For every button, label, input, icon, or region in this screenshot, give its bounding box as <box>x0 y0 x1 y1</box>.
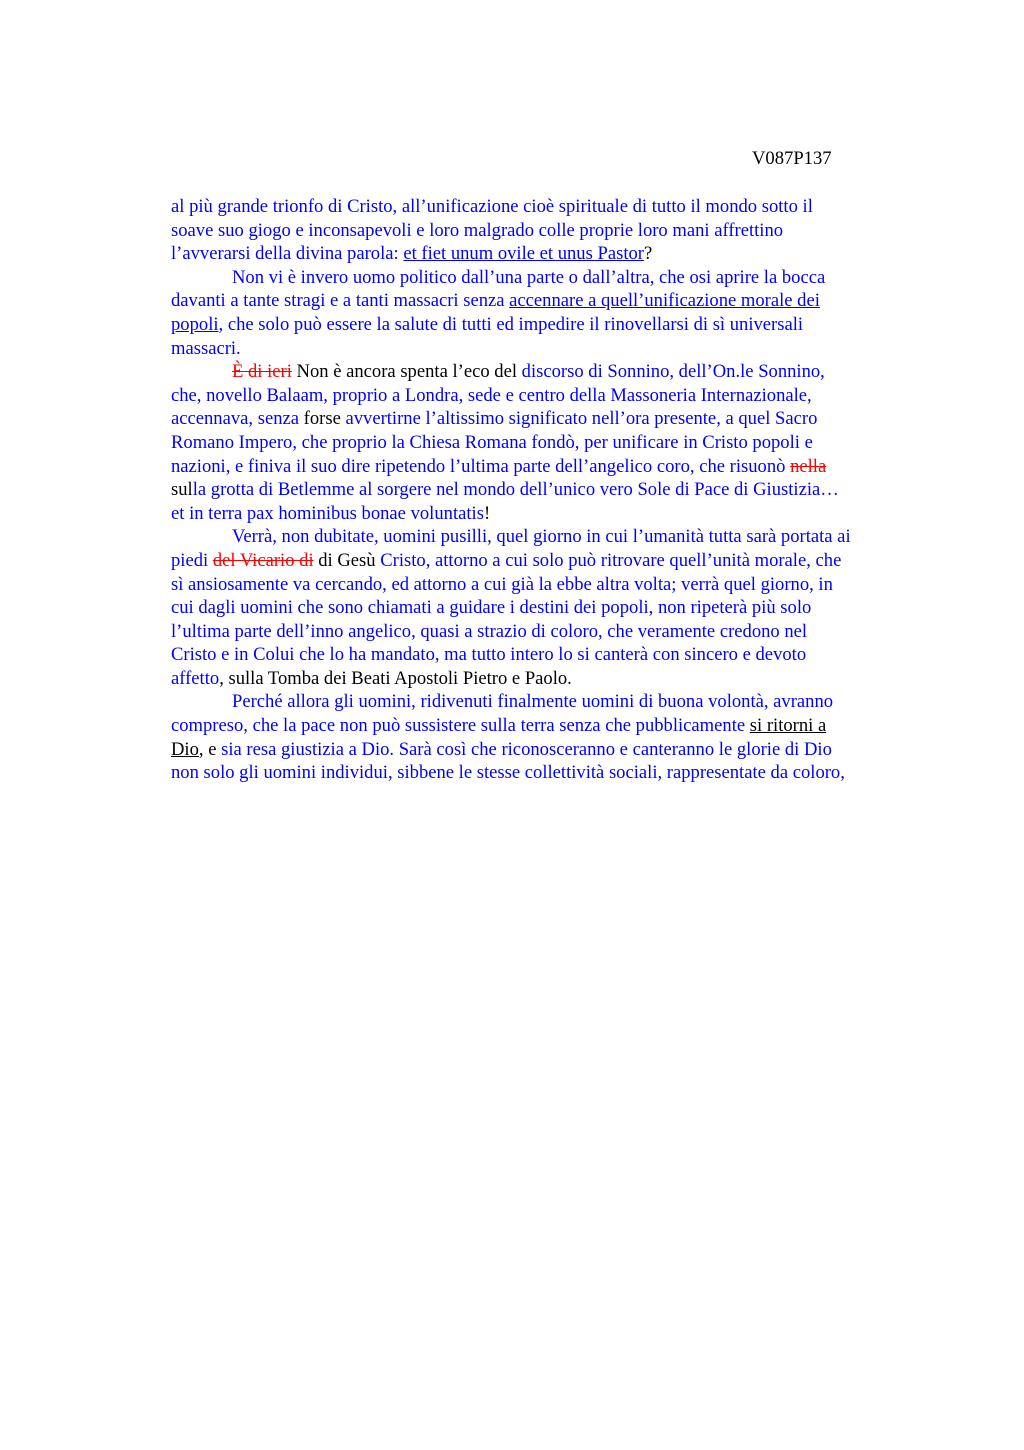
text-line <box>171 289 931 313</box>
underlined-text: accennare a quell’unificazione morale dei <box>509 290 820 312</box>
text-line <box>171 478 931 502</box>
text-run: sia resa giustizia a Dio. Sarà così che riconosceranno e canteranno le glorie di Dio <box>221 738 832 760</box>
text-line <box>171 313 931 337</box>
text-run: che, novello Balaam, proprio a Londra, sede e centro della Massoneria Internazionale, <box>171 384 812 406</box>
text-run: Cristo, attorno a cui solo può ritrovare quell’unità morale, che <box>380 549 842 571</box>
text-line <box>171 714 931 738</box>
text-line <box>171 573 931 597</box>
deleted-text: del Vicario di <box>212 549 314 571</box>
text-run: Verrà, non dubitate, uomini pusilli, quel giorno in cui l’umanità tutta sarà portata ai <box>232 526 851 548</box>
text-line <box>171 525 931 549</box>
text-line <box>171 407 931 431</box>
underlined-text: popoli <box>171 313 219 335</box>
text-run: piedi <box>171 549 213 571</box>
text-line <box>171 242 931 266</box>
text-line <box>171 431 931 455</box>
black-text: sul <box>171 479 193 501</box>
text-run: Non vi è invero uomo politico dall’una parte o dall’altra, che osi aprire la bocca <box>232 266 826 288</box>
text-run: accennava, senza <box>171 408 304 430</box>
text-run: al più grande trionfo di Cristo, all’unificazione cioè spirituale di tutto il mondo sotto il <box>171 196 813 217</box>
black-underlined-text: si ritorni a <box>749 715 827 737</box>
black-underlined-text: Dio <box>171 738 199 760</box>
text-run: Cristo e in Colui che lo ha mandato, ma tutto intero lo si canterà con sincero e devoto <box>171 644 807 666</box>
text-line <box>171 643 931 667</box>
document-body <box>171 195 931 785</box>
text-line <box>171 549 931 573</box>
text-run: davanti a tante stragi e a tanti massacri senza <box>171 290 510 312</box>
text-run: massacri. <box>171 337 241 359</box>
text-line <box>171 266 931 290</box>
black-text: Non è ancora spenta l’eco del <box>291 361 522 383</box>
text-run: nazioni, e finiva il suo dire ripetendo l’ultima parte dell’angelico coro, che risuonò <box>171 455 791 477</box>
text-line <box>171 596 931 620</box>
text-line <box>171 761 931 785</box>
deleted-text: È di ieri <box>232 361 292 383</box>
text-run: soave suo giogo e inconsapevoli e loro malgrado colle proprie loro mani affrettino <box>171 219 784 241</box>
text-run: et in terra pax hominibus bonae voluntatis <box>171 502 484 524</box>
text-line <box>171 219 931 243</box>
text-line <box>171 667 931 691</box>
text-line <box>171 738 931 762</box>
black-text: ! <box>483 502 491 524</box>
deleted-text: nella <box>790 455 827 477</box>
text-run: discorso di Sonnino, dell’On.le Sonnino, <box>521 361 825 383</box>
text-run: Romano Impero, che proprio la Chiesa Romana fondò, per unificare in Cristo popoli e <box>171 431 813 453</box>
black-text: , sulla Tomba dei Beati Apostoli Pietro e Paolo. <box>219 667 572 689</box>
black-text: di Gesù <box>313 549 381 571</box>
text-line <box>171 337 931 361</box>
text-line <box>171 360 931 384</box>
text-run: sì ansiosamente va cercando, ed attorno a cui già la ebbe altra volta; verrà quel giorno, in <box>171 573 833 595</box>
text-run: l’ultima parte dell’inno angelico, quasi a strazio di coloro, che veramente credono nel <box>171 620 808 642</box>
black-text: , e <box>198 738 222 760</box>
text-run: la grotta di Betlemme al sorgere nel mondo dell’unico vero Sole di Pace di Giustizia… <box>192 479 839 501</box>
text-run: avvertirne l’altissimo significato nell’ora presente, a quel Sacro <box>340 408 818 430</box>
page-identifier: V087P137 <box>752 148 832 169</box>
text-run: cui dagli uomini che sono chiamati a guidare i destini dei popoli, non ripeterà più solo <box>171 597 812 619</box>
text-line <box>171 620 931 644</box>
text-line <box>171 195 931 219</box>
black-text: ? <box>643 243 653 265</box>
text-run: l’avverarsi della divina parola: <box>171 243 404 265</box>
underlined-text: et fiet unum ovile et unus Pastor <box>403 243 644 265</box>
text-run: Perché allora gli uomini, ridivenuti finalmente uomini di buona volontà, avranno <box>232 691 834 713</box>
text-line <box>171 502 931 526</box>
text-line <box>171 384 931 408</box>
text-run: affetto <box>171 667 220 689</box>
text-line <box>171 455 931 479</box>
black-text: forse <box>303 408 341 430</box>
text-run: compreso, che la pace non può sussistere sulla terra senza che pubblicamente <box>171 715 750 737</box>
text-run: non solo gli uomini individui, sibbene le stesse collettività sociali, rappresentate da coloro, <box>171 762 845 784</box>
text-run: , che solo può essere la salute di tutti ed impedire il rinovellarsi di sì universali <box>218 313 804 335</box>
text-line <box>171 690 931 714</box>
